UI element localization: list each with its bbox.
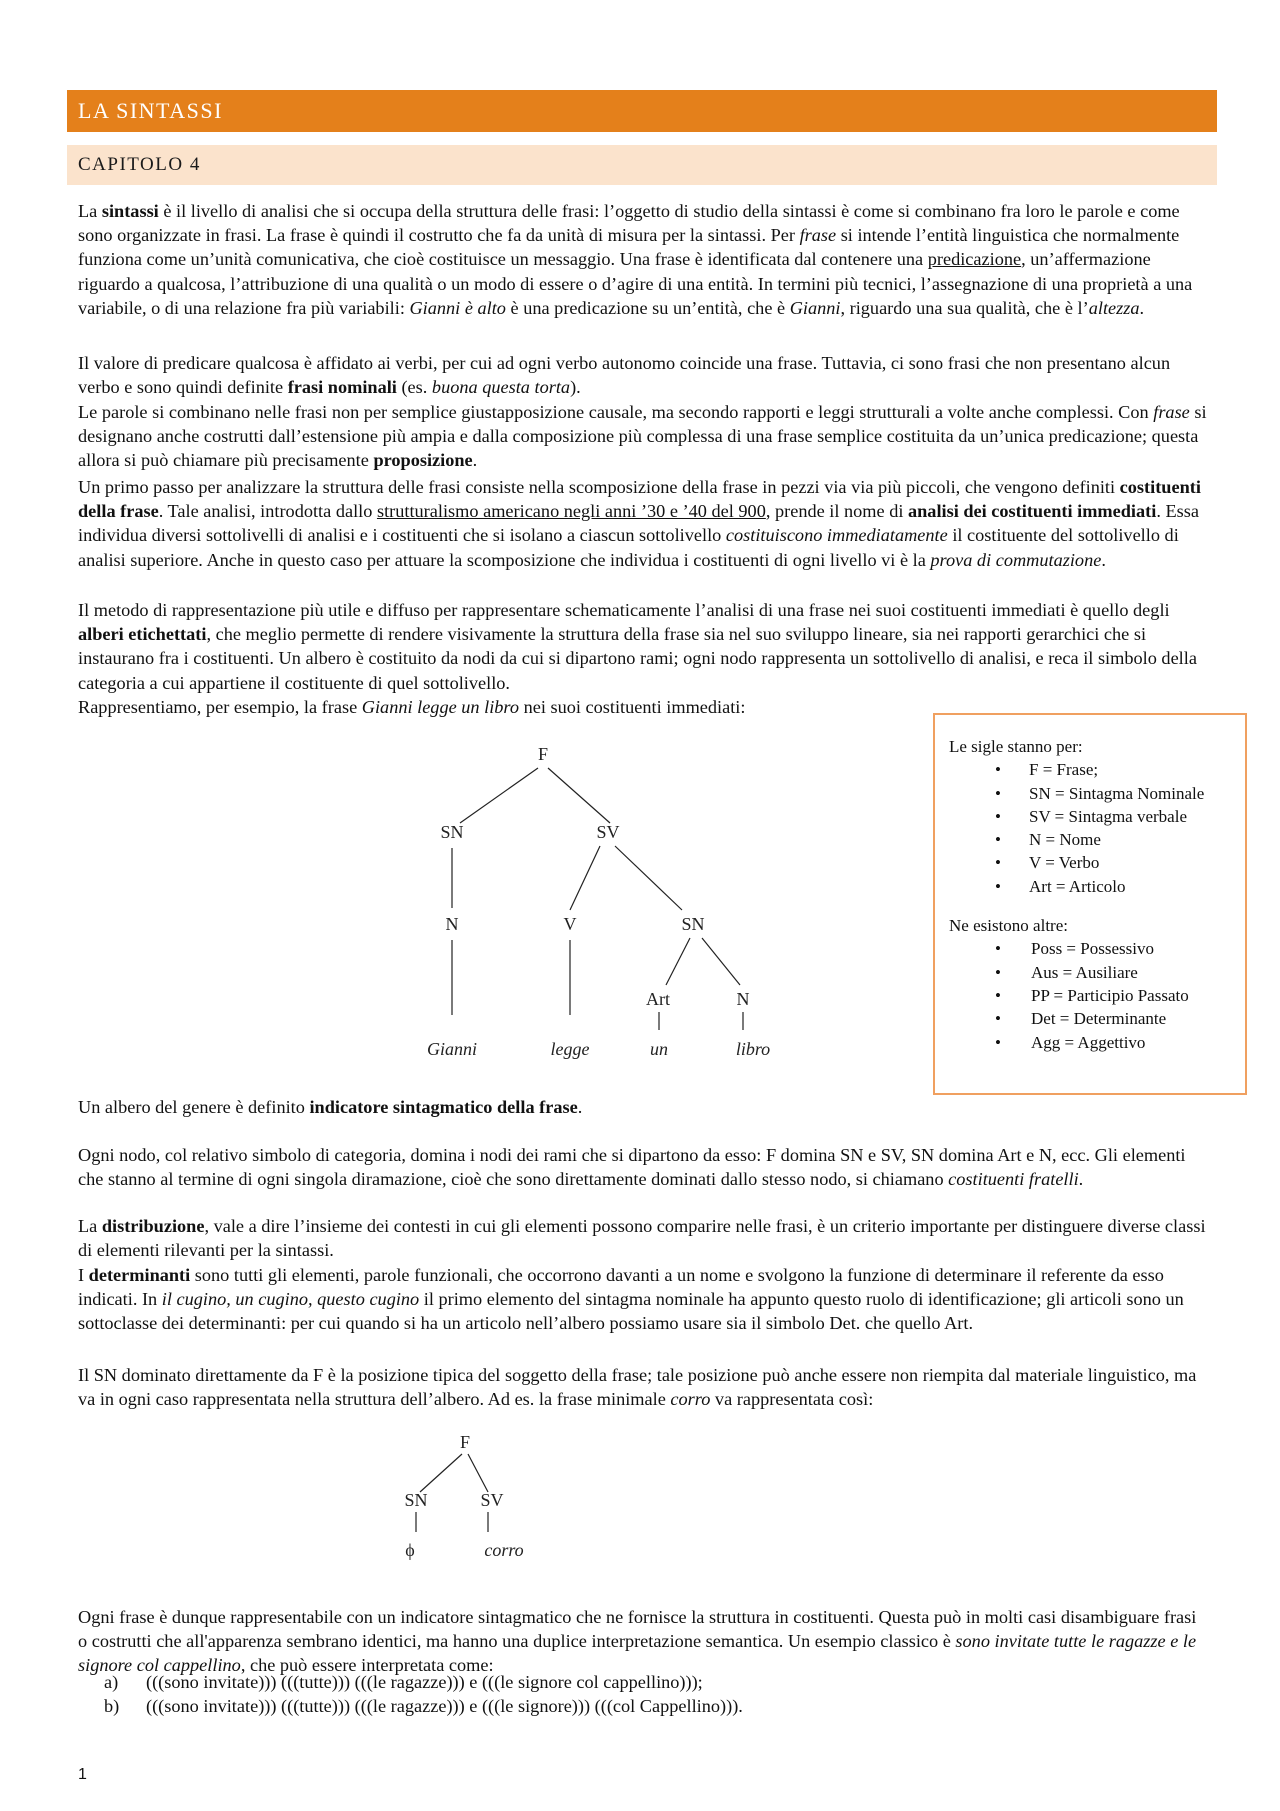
- list-item-text: (((sono invitate))) (((tutte))) (((le ragazze))) e (((le signore col cappellino)));: [146, 1672, 703, 1692]
- legend-item: • Aus = Ausiliare: [949, 961, 1245, 984]
- legend-box: [933, 713, 1247, 1095]
- list-item-label: b): [104, 1696, 120, 1717]
- tree-node-n: N: [736, 989, 750, 1009]
- tree-node-n: N: [445, 914, 459, 934]
- tree-leaf-word: libro: [735, 1039, 771, 1059]
- tree-branch: [420, 1454, 462, 1492]
- legend-item: • SN = Sintagma Nominale: [949, 782, 1245, 805]
- tree-branch: [666, 938, 690, 985]
- legend-item: • V = Verbo: [949, 851, 1245, 874]
- list-item-label: a): [104, 1672, 119, 1692]
- list-item: [104, 1670, 743, 1694]
- paragraph-distribuzione: La distribuzione, vale a dire l’insieme dei contesti in cui gli elementi possono comparire nelle frasi, è un criterio importante per distinguere diverse classi di elementi rilevanti per la sintassi.: [78, 1216, 1206, 1261]
- tree-node-sn: SN: [404, 1490, 428, 1510]
- tree-node-sv: SV: [596, 822, 620, 842]
- paragraph-proposizione: Le parole si combinano nelle frasi non per semplice giustapposizione causale, ma secondo rapporti e leggi strutturali a volte anche complessi. Con frase si designano anche costrutti dall’estensione più ampia e dalla composizione più complessa di una frase semplice costituita da un’unica predicazione; questa allora si può chiamare più precisamente proposizione.: [78, 402, 1207, 471]
- tree-node-sv: SV: [480, 1490, 504, 1510]
- paragraph-frasi-nominali: Il valore di predicare qualcosa è affidato ai verbi, per cui ad ogni verbo autonomo coincide una frase. Tuttavia, ci sono frasi che non presentano alcun verbo e sono quindi definite frasi nominali (es. buona questa torta).: [78, 353, 1171, 398]
- syntax-tree-gianni-legge-un-libro: [410, 740, 810, 1070]
- legend-item: • SV = Sintagma verbale: [949, 805, 1245, 828]
- tree-leaf-word: legge: [550, 1039, 590, 1059]
- paragraph-costituenti: Un primo passo per analizzare la struttura delle frasi consiste nella scomposizione della frase in pezzi via via più piccoli, che vengono definiti costituenti della frase. Tale analisi, introdotta dallo strutturalismo americano negli anni ’30 e ’40 del 900, prende il nome di analisi dei costituenti immediati. Essa individua diversi sottolivelli di analisi e i costituenti che si isolano a ciascun sottolivello costituiscono immediatamente il costituente del sottolivello di analisi superiore. Anche in questo caso per attuare la scomposizione che individua i costituenti di ogni livello vi è la prova di commutazione.: [78, 477, 1201, 570]
- tree-node-f: F: [537, 744, 549, 764]
- legend-item: • PP = Participio Passato: [949, 984, 1245, 1007]
- interpretation-list: [104, 1670, 743, 1718]
- tree-node-v: V: [563, 914, 577, 934]
- paragraph-nodi: Ogni nodo, col relativo simbolo di categoria, domina i nodi dei rami che si dipartono da esso: F domina SN e SV, SN domina Art e N, ecc. Gli elementi che stanno al termine di ogni singola diramazione, cioè che sono direttamente dominati dallo stesso nodo, si chiamano costituenti fratelli.: [78, 1145, 1186, 1190]
- chapter-heading: CAPITOLO 4: [67, 145, 1217, 185]
- legend-item: • F = Frase;: [949, 758, 1245, 781]
- tree-branch: [548, 768, 610, 823]
- tree-leaf-word: un: [650, 1039, 668, 1059]
- paragraph-indicatore: Un albero del genere è definito indicatore sintagmatico della frase.: [78, 1097, 583, 1117]
- tree-node-art: Art: [646, 989, 670, 1009]
- tree-leaf-word: corro: [484, 1540, 524, 1560]
- paragraph-determinanti: I determinanti sono tutti gli elementi, parole funzionali, che occorrono davanti a un nome e svolgono la funzione di determinare il referente da esso indicati. In il cugino, un cugino, questo cugino il primo elemento del sintagma nominale ha appunto questo ruolo di identificazione; gli articoli sono un sottoclasse dei determinanti: per cui quando si ha un articolo nell’albero possiamo usare sia il simbolo Det. che quello Art.: [78, 1265, 1184, 1334]
- legend-subtitle: Ne esistono altre:: [949, 916, 1068, 936]
- paragraph-soggetto: Il SN dominato direttamente da F è la posizione tipica del soggetto della frase; tale posizione può anche essere non riempita dal materiale linguistico, ma va in ogni caso rappresentata nella struttura dell’albero. Ad es. la frase minimale corro va rappresentata così:: [78, 1365, 1197, 1410]
- list-item: [104, 1694, 743, 1718]
- paragraph-disambiguazione: Ogni frase è dunque rappresentabile con un indicatore sintagmatico che ne fornisce la struttura in costituenti. Questa può in molti casi disambiguare frasi o costrutti che all'apparenza sembrano identici, ma hanno una duplice interpretazione semantica. Un esempio classico è sono invitate tutte le ragazze e le signore col cappellino, che può essere interpretata come:: [78, 1607, 1197, 1676]
- tree-branch: [615, 846, 682, 910]
- syntax-tree-corro: [380, 1432, 540, 1562]
- tree-branch: [570, 846, 600, 910]
- tree-node-f: F: [459, 1432, 471, 1452]
- page-number: 1: [78, 1766, 87, 1783]
- section-title: LA SINTASSI: [67, 90, 1217, 132]
- legend-list: [949, 758, 1245, 898]
- legend-item: • Det = Determinante: [949, 1007, 1245, 1030]
- tree-empty-subject: ϕ: [405, 1540, 415, 1560]
- legend-list-extra: [949, 937, 1245, 1053]
- legend-item: • Poss = Possessivo: [949, 937, 1245, 960]
- legend-item: • Art = Articolo: [949, 875, 1245, 898]
- list-item-text: (((sono invitate))) (((tutte))) (((le ragazze))) e (((le signore))) (((col Cappellino))).: [146, 1696, 743, 1717]
- tree-branch: [702, 938, 740, 985]
- paragraph-sintassi-definition: La sintassi è il livello di analisi che si occupa della struttura delle frasi: l’oggetto di studio della sintassi è come si combinano fra loro le parole e come sono organizzate in frasi. La frase è quindi il costrutto che fa da unità di misura per la sintassi. Per frase si intende l’entità linguistica che normalmente funziona come un’unità comunicativa, che cioè costituisce un messaggio. Una frase è identificata dal contenere una predicazione, un’affermazione riguardo a qualcosa, l’attribuzione di una qualità o un modo di essere o d’agire di una entità. In termini più tecnici, l’assegnazione di una proprietà a una variabile, o di una relazione fra più variabili: Gianni è alto è una predicazione su un’entità, che è Gianni, riguardo una sua qualità, che è l’altezza.: [78, 201, 1193, 318]
- legend-title: Le sigle stanno per:: [949, 737, 1083, 756]
- paragraph-alberi-etichettati: Il metodo di rappresentazione più utile e diffuso per rappresentare schematicamente l’analisi di una frase nei suoi costituenti immediati è quello degli alberi etichettati, che meglio permette di rendere visivamente la struttura della frase sia nel suo sviluppo lineare, sia nei rapporti gerarchici che si instaurano fra i costituenti. Un albero è costituito da nodi da cui si dipartono rami; ogni nodo rappresenta un sottolivello di analisi, e reca il simbolo della categoria a cui appartiene il costituente di quel sottolivello. Rappresentiamo, per esempio, la frase Gianni legge un libro nei suoi costituenti immediati:: [78, 600, 1197, 717]
- tree-branch: [468, 1454, 488, 1492]
- legend-item: • N = Nome: [949, 828, 1245, 851]
- legend-item: • Agg = Aggettivo: [949, 1031, 1245, 1054]
- tree-node-sn: SN: [440, 822, 464, 842]
- tree-node-sn: SN: [681, 914, 705, 934]
- tree-branch: [460, 768, 538, 823]
- tree-leaf-word: Gianni: [426, 1039, 478, 1059]
